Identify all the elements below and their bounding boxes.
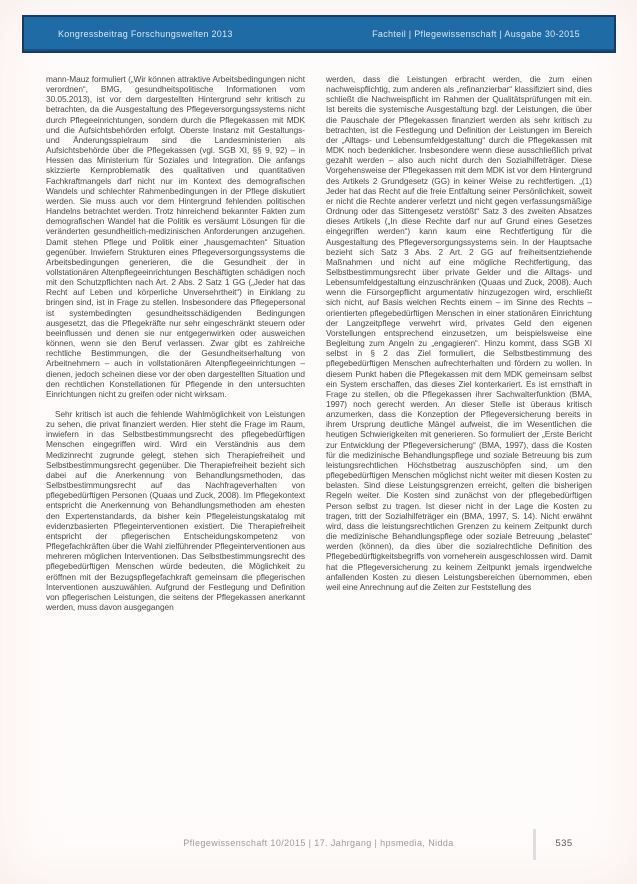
left-column — [46, 74, 305, 826]
footer-journal-line: Pflegewissenschaft 10/2015 | 17. Jahrgang | hpsmedia, Nidda — [183, 838, 454, 848]
page-number: 535 — [555, 838, 573, 849]
footer-divider — [533, 829, 536, 860]
article-body — [46, 74, 592, 826]
header-right-label: Fachteil | Pflegewissenschaft | Ausgabe 30-2015 — [372, 29, 580, 39]
header-left-label: Kongressbeitrag Forschungswelten 2013 — [58, 29, 233, 39]
page-header — [22, 15, 616, 53]
right-column — [326, 74, 592, 826]
paragraph: mann-Mauz formuliert („Wir können attraktive Arbeitsbedingungen nicht verordnen“, BMG, gesundheitspolitische Informationen vom 30.05.2013), ist vor dem dargestellten Hintergrund sehr kritisch zu betrachten, da die Ausgestaltung des Pflegeversorgungssystems nicht durch Pflegeeinrichtungen, sondern durch die Pflegekassen mit MDK und die Aufsichtsbehörden erfolgt. Oberste Instanz mit Gestaltungs- und Änderungsspielraum sind die Landesministerien als Aufsichtsbehörde über die Pflegekassen (vgl. SGB XI, §§ 9, 92) – in Hessen das Ministerium für Soziales und Integration. Die anfangs skizzierte Kernproblematik des qualitativen und quantitativen Fachkraftmangels darf nicht nur im Kontext des demografischen Wandels und schlechter Rahmenbedingungen in der Pflege diskutiert werden. Sie muss auch vor dem Hintergrund fehlenden politischen Handelns betrachtet werden. Trotz hinreichend bekannter Fakten zum demografischen Wandel hat die Politik es versäumt Lösungen für die veränderten gesundheitlich-medizinischen Anforderungen anzugehen. Damit stehen Pflege und Politik einer „hausgemachten“ Situation gegenüber. Inwiefern Strukturen eines Pflegeversorgungssystems die Arbeitsbedingungen generieren, die die Gesundheit der in vollstationären Altenpflegeeinrichtungen Beschäftigten schädigen noch mit den Schutzpflichten nach Art. 2 Abs. 2 Satz 1 GG („Jeder hat das Recht auf Leben und körperliche Unversehrtheit“) in Einklang zu bringen sind, ist in Frage zu stellen. Insbesondere das Pflegepersonal ist systembedingten gesundheitsschädigenden Bedingungen ausgesetzt, das die Pflegekräfte nur sehr eingeschränkt steuern oder beeinflussen und denen sie nur entgegenwirken oder ausweichen können, wenn sie den Beruf verlassen. Zwar gibt es zahlreiche rechtliche Bestimmungen, die der Gesundheitserhaltung von Arbeitnehmern – auch in vollstationären Altenpflegeeinrichtungen – dienen, jedoch scheinen diese vor der oben dargestellten Situation und den rechtlichen Konstellationen für Pflegende in den untersuchten Einrichtungen nicht zu greifen oder nicht wirksam. — [46, 74, 305, 399]
paragraph: Sehr kritisch ist auch die fehlende Wahlmöglichkeit von Leistungen zu sehen, die privat finanziert werden. Hier steht die Frage im Raum, inwiefern in das Selbstbestimmungsrecht des pflegebedürftigen Menschen eingegriffen wird. Wird ein Verständnis aus dem Medizinrecht zugrunde gelegt, stehen sich Therapiefreiheit und Selbstbestimmungsrecht gegenüber. Die Therapiefreiheit bezieht sich dabei auf die Anerkennung von Behandlungsmethoden, das Selbstbestimmungsrecht auf das Nachfrageverhalten von pflegebedürftigen Personen (Quaas und Zuck, 2008). Im Pflegekontext entspricht die Anerkennung von Behandlungsmethoden am ehesten den Expertenstandards, da bisher kein Pflegeleistungskatalog mit evidenzbasierten Pflegeinterventionen existiert. Die Therapiefreiheit entspricht der pflegerischen Entscheidungskompetenz von Pflegefachkräften über die Wahl zielführender Pflegeinterventionen aus mehreren möglichen Interventionen. Das Selbstbestimmungsrecht des pflegebedürftigen Menschen würde bedeuten, die Möglichkeit zu eröffnen mit der Bezugspflegefachkraft gemeinsam die pflegerischen Interventionen auszuwählen. Aufgrund der Festlegung und Definition von pflegerischen Leistungen, die seitens der Pflegekassen anerkannt werden, muss davon ausgegangen — [46, 409, 305, 612]
paragraph: werden, dass die Leistungen erbracht werden, die zum einen nachweispflichtig, zum anderen als „refinanzierbar“ klassifiziert sind, dies schließt die Nachweispflicht im Rahmen der Qualitätsprüfungen mit ein. Ist bereits die systemische Ausgestaltung bzgl. der Leistungen, die über die Pauschale der Pflegekassen finanziert werden als sehr kritisch zu betrachten, ist die Festlegung und Definition der Leistungen im Bereich der „Alltags- und Lebensumfeldgestaltung“ durch die Pflegekassen mit MDK noch bedenklicher. Insbesondere wenn diese ausschließlich privat gezahlt werden – also auch nicht durch den Sozialhilfeträger. Diese Vorgehensweise der Pflegekassen mit dem MDK ist vor dem Hintergrund des Artikels 2 Grundgesetz (GG) in keiner Weise zu rechtfertigen. „(1) Jeder hat das Recht auf die freie Entfaltung seiner Persönlichkeit, soweit er nicht die Rechte anderer verletzt und nicht gegen verfassungsmäßige Ordnung oder das Sittengesetz verstößt“ Satz 3 des zweiten Absatzes dieses Artikels („In diese Rechte darf nur auf Grund eines Gesetzes eingegriffen werden“) kann kaum eine Rechtfertigung für die Ausgestaltung des Pflegeversorgungssystems sein. In der Hauptsache bezieht sich Satz 3 Abs. 2 Art. 2 GG auf freiheitsentziehende Maßnahmen und nicht auf eine mögliche Rechtfertigung, das Selbstbestimmungsrecht über private Gelder und die Alltags- und Lebensumfeldgestaltung einzuschränken (Quaas und Zuck, 2008). Auch wenn die Fürsorgepflicht argumentativ hinzugezogen wird, erschließt sich nicht, auf Basis welchen Rechts einem – im Sinne des Rechts – orientierten pflegebedürftigen Menschen in einer stationären Einrichtung der Langzeitpflege verwehrt wird, privates Geld den eigenen Vorstellungen entsprechend einzusetzen, um beispielsweise eine Begleitung zum Angeln zu „engagieren“. Hinzu kommt, dass SGB XI selbst in § 2 das Ziel formuliert, die Selbstbestimmung des pflegebedürftigen Menschen aufrechterhalten und fördern zu wollen. In diesem Punkt haben die Pflegekassen mit dem MDK gemeinsam selbst ein System erschaffen, das dieses Ziel konterkariert. Es ist ernsthaft in Frage zu stellen, ob die Pflegekassen ihrer Sachwalterfunktion (BMA, 1997) noch gerecht werden. An dieser Stelle ist überaus kritisch anzumerken, dass die Konzeption der Pflegeversicherung bereits in ihrem Ursprung deutliche Mängel aufweist, die im Wesentlichen die heutigen Schwierigkeiten mit generieren. So formuliert der „Erste Bericht zur Entwicklung der Pflegeversicherung“ (BMA, 1997), dass die Kosten für die medizinische Behandlungspflege und soziale Betreuung bis zum leistungsrechtlichen Höchstbetrag auszuschöpfen sind, um den pflegebedürftigen Menschen möglichst nicht weiter mit diesen Kosten zu belasten. Sind diese Leistungsgrenzen erreicht, gelten die bisherigen Regeln weiter. Die Kosten sind zunächst von der pflegebedürftigen Person selbst zu tragen. Ist dieser nicht in der Lage die Kosten zu tragen, tritt der Sozialhilfeträger ein (BMA, 1997, S. 14). Nicht erwähnt wird, dass die leistungsrechtlichen Grenzen zu keinem Zeitpunkt durch die medizinische Behandlungspflege oder soziale Betreuung „belastet“ werden (können), da dies über die sozialrechtliche Definition des Pflegebedürftigkeitsbegriffs von vorneherein ausgeschlossen wird. Damit hat die Pflegeversicherung zu keinem Zeitpunkt jemals irgendwelche anfallenden Kosten zu diesen Leistungsbereichen übernommen, eben weil eine Anrechnung auf die Zeiten zur Feststellung des — [326, 74, 592, 592]
